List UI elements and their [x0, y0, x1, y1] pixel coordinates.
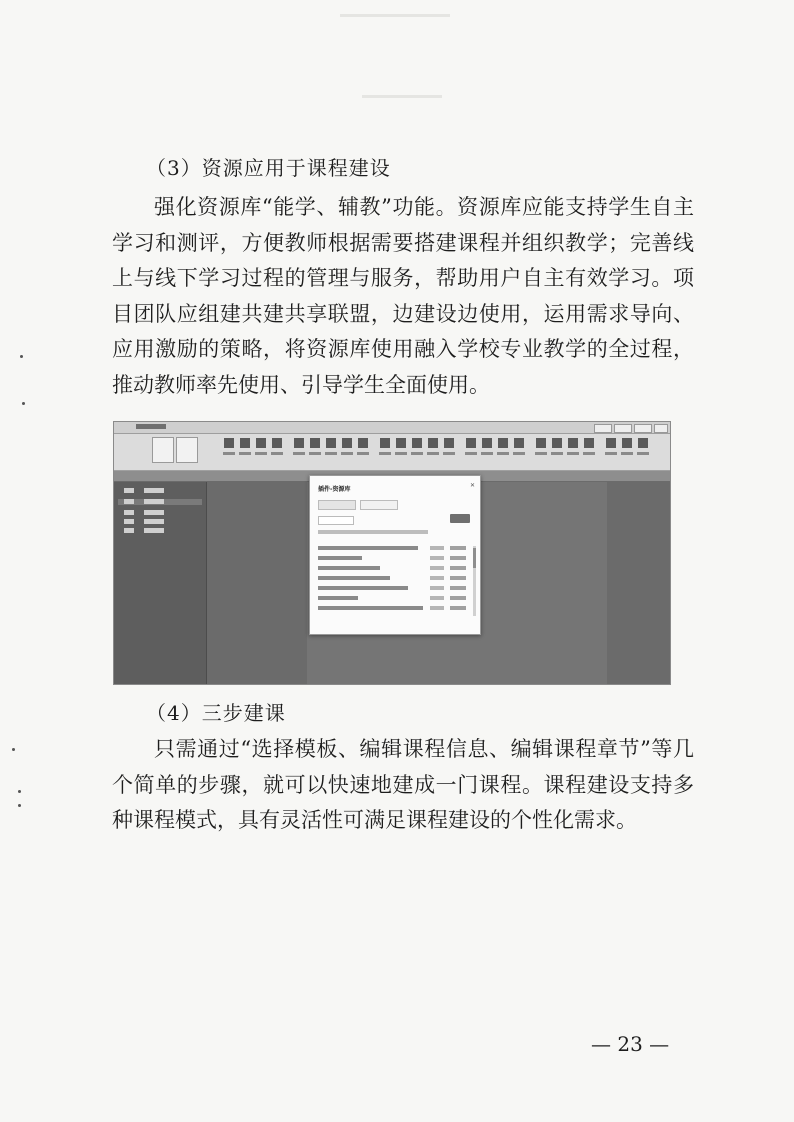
screenshot-toolbar — [114, 434, 670, 471]
toolbar-icon — [358, 438, 368, 448]
dialog-tab — [318, 500, 356, 510]
toolbar-icon — [536, 438, 546, 448]
list-item — [318, 576, 468, 581]
dialog-search-button — [450, 514, 470, 523]
course-editor-screenshot — [113, 421, 671, 685]
toolbar-icon — [498, 438, 508, 448]
toolbar-icon — [256, 438, 266, 448]
list-item — [318, 546, 468, 551]
dialog-scrollbar-thumb — [473, 548, 476, 568]
section-3-paragraph: 强化资源库“能学、辅教”功能。资源库应能支持学生自主学习和测评，方便教师根据需要搭建课程并组织教学；完善线上与线下学习过程的管理与服务，帮助用户自主有效学习。项目团队应组建共建共享联盟，边建设边使用，运用需求导向、应用激励的策略，将资源库使用融入学校专业教学的全过程，推动教师率先使用、引导学生全面使用。 — [112, 195, 694, 397]
toolbar-icon — [326, 438, 336, 448]
screenshot-toolbar-button — [176, 437, 198, 463]
list-item — [318, 606, 468, 611]
toolbar-icon — [466, 438, 476, 448]
toolbar-icon — [412, 438, 422, 448]
scan-dot — [20, 355, 23, 358]
screenshot-top-button — [614, 424, 632, 433]
screenshot-toolbar-button — [152, 437, 174, 463]
page-number: — 23 — — [591, 1032, 670, 1056]
toolbar-icon — [272, 438, 282, 448]
toolbar-icon — [396, 438, 406, 448]
dialog-tab — [360, 500, 398, 510]
toolbar-icon — [428, 438, 438, 448]
screenshot-tab-label — [136, 424, 166, 429]
toolbar-icon — [240, 438, 250, 448]
dialog-select — [318, 516, 354, 525]
toolbar-icon — [606, 438, 616, 448]
screenshot-top-button — [594, 424, 612, 433]
section-3-heading: （3）资源应用于课程建设 — [146, 156, 391, 180]
toolbar-icon — [380, 438, 390, 448]
resource-library-dialog — [309, 475, 481, 635]
dialog-filter-row — [318, 530, 428, 534]
toolbar-icon — [482, 438, 492, 448]
toolbar-icon — [294, 438, 304, 448]
toolbar-icon — [310, 438, 320, 448]
scan-smudge — [340, 14, 450, 17]
toolbar-icon — [638, 438, 648, 448]
toolbar-icon — [584, 438, 594, 448]
scan-dot — [18, 804, 21, 807]
scan-dot — [12, 748, 15, 751]
toolbar-icon — [622, 438, 632, 448]
toolbar-icon — [444, 438, 454, 448]
toolbar-icon — [224, 438, 234, 448]
toolbar-icon — [552, 438, 562, 448]
toolbar-icon — [568, 438, 578, 448]
toolbar-icon — [342, 438, 352, 448]
section-4-heading: （4）三步建课 — [146, 701, 286, 725]
screenshot-top-button — [634, 424, 652, 433]
close-icon: ✕ — [469, 482, 475, 489]
list-item — [318, 566, 468, 571]
scan-dot — [22, 402, 25, 405]
toolbar-icon — [514, 438, 524, 448]
scan-smudge — [362, 95, 442, 98]
section-4-paragraph: 只需通过“选择模板、编辑课程信息、编辑课程章节”等几个简单的步骤，就可以快速地建成一门课程。课程建设支持多种课程模式，具有灵活性可满足课程建设的个性化需求。 — [112, 737, 694, 832]
screenshot-sidebar — [114, 482, 207, 684]
screenshot-top-button — [654, 424, 668, 433]
resource-library-dialog-title: 插件-资源库 — [318, 486, 351, 493]
list-item — [318, 596, 468, 601]
list-item — [318, 556, 468, 561]
screenshot-title-bar — [114, 422, 670, 434]
list-item — [318, 586, 468, 591]
scan-dot — [18, 790, 21, 793]
